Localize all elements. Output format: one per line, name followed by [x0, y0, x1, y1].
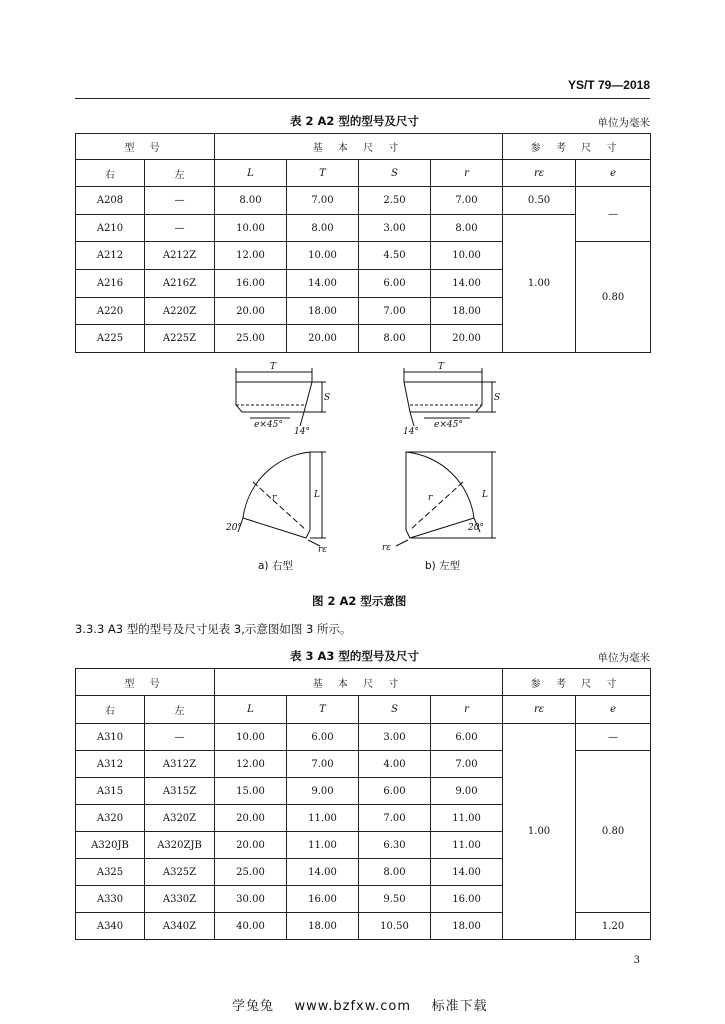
cell-left: A212Z — [145, 242, 215, 270]
th-r: r — [431, 696, 503, 724]
cell-r: 7.00 — [431, 751, 503, 778]
cell-L: 20.00 — [215, 805, 287, 832]
cell-right: A225 — [76, 325, 145, 353]
footer-site-text: 学兔兔 www.bzfxw.com 标准下载 — [232, 999, 488, 1014]
th-left: 左 — [145, 696, 215, 724]
label-14-right: 14° — [294, 427, 310, 437]
label-e45-right: e×45° — [254, 420, 283, 430]
cell-left: — — [145, 724, 215, 751]
cell-right: A312 — [76, 751, 145, 778]
cell-L: 15.00 — [215, 778, 287, 805]
figure2-sub-left: b) 左型 — [425, 560, 461, 572]
cell-S: 2.50 — [359, 187, 431, 215]
table3-unit: 单位为毫米 — [597, 652, 650, 664]
cell-left: A340Z — [145, 913, 215, 940]
label-r-left: r — [428, 493, 433, 503]
cell-r: 8.00 — [431, 215, 503, 242]
label-20-left: 20° — [468, 523, 484, 533]
cell-r: 10.00 — [431, 242, 503, 270]
th-L: L — [215, 696, 287, 724]
cell-L: 30.00 — [215, 886, 287, 913]
header-rule — [75, 98, 650, 99]
cell-left: A330Z — [145, 886, 215, 913]
label-e45-left: e×45° — [434, 420, 463, 430]
cell-r: 11.00 — [431, 805, 503, 832]
cell-r: 14.00 — [431, 270, 503, 298]
cell-right: A315 — [76, 778, 145, 805]
cell-left: A320ZJB — [145, 832, 215, 859]
cell-r: 18.00 — [431, 298, 503, 325]
cell-L: 10.00 — [215, 215, 287, 242]
label-re-left: rε — [382, 543, 392, 553]
cell-T: 9.00 — [287, 778, 359, 805]
clause-3-3-3: 3.3.3 A3 型的型号及尺寸见表 3,示意图如图 3 所示。 — [75, 622, 352, 636]
cell-L: 25.00 — [215, 859, 287, 886]
label-r-right: r — [272, 493, 277, 503]
table2 — [75, 133, 651, 353]
th-L: L — [215, 160, 287, 187]
th-re: rε — [503, 696, 576, 724]
cell-left: A312Z — [145, 751, 215, 778]
th-e: e — [576, 696, 651, 724]
th-ref: 参 考 尺 寸 — [503, 669, 651, 696]
th-re: rε — [503, 160, 576, 187]
cell-right: A208 — [76, 187, 145, 215]
table3 — [75, 668, 651, 940]
th-T: T — [287, 696, 359, 724]
cell-L: 10.00 — [215, 724, 287, 751]
cell-T: 16.00 — [287, 886, 359, 913]
th-T: T — [287, 160, 359, 187]
cell-S: 3.00 — [359, 215, 431, 242]
cell-T: 10.00 — [287, 242, 359, 270]
cell-L: 25.00 — [215, 325, 287, 353]
cell-S: 6.30 — [359, 832, 431, 859]
cell-right: A216 — [76, 270, 145, 298]
cell-r: 16.00 — [431, 886, 503, 913]
cell-L: 8.00 — [215, 187, 287, 215]
cell-T: 18.00 — [287, 298, 359, 325]
cell-left: A325Z — [145, 859, 215, 886]
figure2-drawing — [210, 360, 510, 575]
cell-re: 1.00 — [503, 724, 576, 940]
cell-S: 4.50 — [359, 242, 431, 270]
cell-right: A325 — [76, 859, 145, 886]
th-S: S — [359, 696, 431, 724]
label-T-left: T — [438, 362, 445, 372]
table-row — [76, 187, 651, 215]
cell-e: 0.80 — [576, 242, 651, 353]
th-right: 右 — [76, 696, 145, 724]
cell-right: A320JB — [76, 832, 145, 859]
table2-unit: 单位为毫米 — [597, 117, 650, 129]
cell-T: 11.00 — [287, 805, 359, 832]
label-S-right: S — [324, 393, 331, 403]
cell-T: 18.00 — [287, 913, 359, 940]
cell-e: — — [576, 724, 651, 751]
figure2-sub-right: a) 右型 — [258, 560, 293, 572]
cell-S: 4.00 — [359, 751, 431, 778]
th-basic: 基 本 尺 寸 — [215, 669, 503, 696]
cell-r: 20.00 — [431, 325, 503, 353]
page-number: 3 — [633, 955, 640, 966]
cell-T: 8.00 — [287, 215, 359, 242]
cell-T: 6.00 — [287, 724, 359, 751]
label-re-right: rε — [318, 545, 328, 555]
label-T-right: T — [270, 362, 277, 372]
cell-S: 6.00 — [359, 778, 431, 805]
cell-L: 12.00 — [215, 751, 287, 778]
th-model: 型 号 — [76, 134, 215, 160]
cell-r: 6.00 — [431, 724, 503, 751]
cell-e: 0.80 — [576, 751, 651, 913]
label-L-right: L — [314, 490, 320, 500]
th-e: e — [576, 160, 651, 187]
cell-S: 10.50 — [359, 913, 431, 940]
label-14-left: 14° — [403, 427, 419, 437]
cell-L: 12.00 — [215, 242, 287, 270]
cell-right: A340 — [76, 913, 145, 940]
cell-left: A320Z — [145, 805, 215, 832]
th-right: 右 — [76, 160, 145, 187]
cell-S: 6.00 — [359, 270, 431, 298]
cell-r: 18.00 — [431, 913, 503, 940]
table2-caption: 表 2 A2 型的型号及尺寸 — [290, 114, 419, 128]
cell-L: 20.00 — [215, 298, 287, 325]
cell-S: 3.00 — [359, 724, 431, 751]
label-20-right: 20° — [226, 523, 242, 533]
table-row — [76, 215, 651, 242]
cell-right: A330 — [76, 886, 145, 913]
cell-right: A310 — [76, 724, 145, 751]
cell-L: 40.00 — [215, 913, 287, 940]
cell-T: 7.00 — [287, 751, 359, 778]
cell-T: 11.00 — [287, 832, 359, 859]
cell-T: 14.00 — [287, 270, 359, 298]
cell-e: — — [576, 187, 651, 242]
cell-S: 9.50 — [359, 886, 431, 913]
table-row — [76, 724, 651, 751]
cell-S: 8.00 — [359, 325, 431, 353]
cell-right: A320 — [76, 805, 145, 832]
cell-S: 7.00 — [359, 805, 431, 832]
cell-S: 7.00 — [359, 298, 431, 325]
th-ref: 参 考 尺 寸 — [503, 134, 651, 160]
th-basic: 基 本 尺 寸 — [215, 134, 503, 160]
th-S: S — [359, 160, 431, 187]
cell-r: 9.00 — [431, 778, 503, 805]
right-type-top-view — [236, 368, 326, 426]
cell-r: 14.00 — [431, 859, 503, 886]
th-r: r — [431, 160, 503, 187]
left-type-top-view — [404, 368, 496, 426]
cell-right: A210 — [76, 215, 145, 242]
cell-r: 11.00 — [431, 832, 503, 859]
th-model: 型 号 — [76, 669, 215, 696]
cell-left: A225Z — [145, 325, 215, 353]
right-type-plan-view — [238, 452, 326, 546]
label-L-left: L — [482, 490, 488, 500]
label-S-left: S — [494, 393, 501, 403]
cell-L: 20.00 — [215, 832, 287, 859]
th-left: 左 — [145, 160, 215, 187]
cell-left: — — [145, 187, 215, 215]
cell-left: A315Z — [145, 778, 215, 805]
cell-re: 1.00 — [503, 215, 576, 353]
cell-T: 20.00 — [287, 325, 359, 353]
cell-T: 14.00 — [287, 859, 359, 886]
cell-re: 0.50 — [503, 187, 576, 215]
table3-caption: 表 3 A3 型的型号及尺寸 — [290, 649, 419, 663]
standard-code: YS/T 79—2018 — [567, 78, 650, 92]
cell-e: 1.20 — [576, 913, 651, 940]
cell-left: A220Z — [145, 298, 215, 325]
cell-L: 16.00 — [215, 270, 287, 298]
cell-left: — — [145, 215, 215, 242]
cell-r: 7.00 — [431, 187, 503, 215]
cell-right: A220 — [76, 298, 145, 325]
cell-right: A212 — [76, 242, 145, 270]
figure2-caption: 图 2 A2 型示意图 — [312, 594, 407, 608]
cell-T: 7.00 — [287, 187, 359, 215]
cell-left: A216Z — [145, 270, 215, 298]
cell-S: 8.00 — [359, 859, 431, 886]
